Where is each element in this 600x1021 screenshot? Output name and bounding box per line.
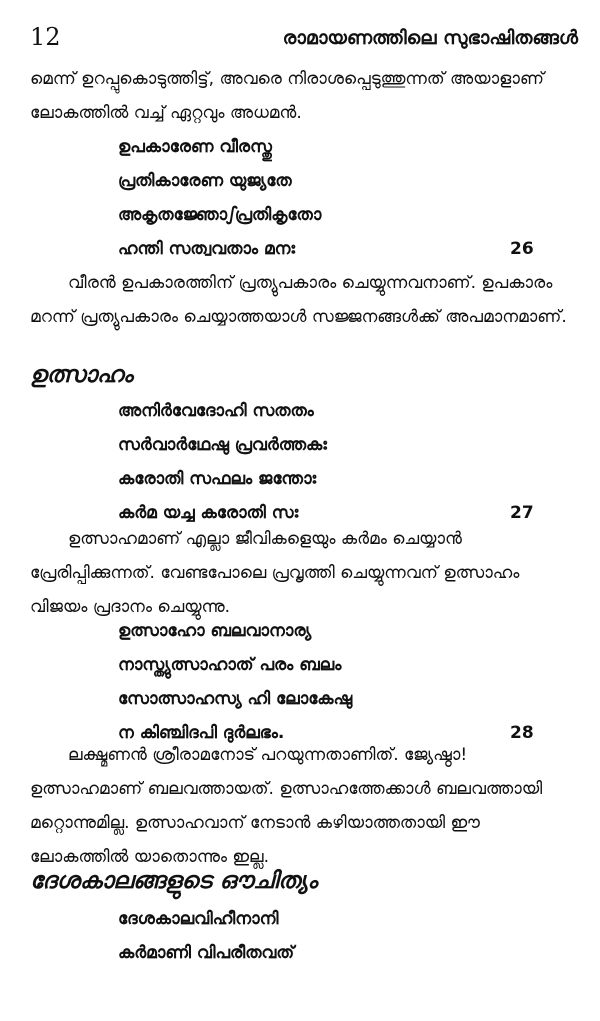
section-heading-utsaham: ഉത്സാഹം [30,362,133,388]
running-header-title: രാമായണത്തിലെ സുഭാഷിതങ്ങൾ [282,27,578,49]
meaning-paragraph-27: ഉത്സാഹമാണ് എല്ലാ ജീവികളെയും കർമം ചെയ്യാൻ പ്രേരിപ്പിക്കുന്നത്. വേണ്ടപോലെ പ്രവൃത്തി ചെയ്യുന്നവന് ഉത്സാഹം വിജയം പ്രദാനം ചെയ്യുന്നു. [30,529,520,617]
intro-paragraph: മെന്ന് ഉറപ്പുകൊടുത്തിട്ട്, അവരെ നിരാശപ്പെടുത്തുന്നത് അയാളാണ് ലോകത്തിൽ വച്ച് ഏറ്റവും അധമൻ. [30,69,544,123]
verse-27-line-2: സർവാർഥേഷു പ്രവർത്തകഃ [118,435,327,455]
meaning-paragraph-26: വീരൻ ഉപകാരത്തിന് പ്രത്യുപകാരം ചെയ്യുന്നവനാണ്. ഉപകാരം മറന്ന് പ്രത്യുപകാരം ചെയ്യാത്തയാൾ സജ്ജനങ്ങൾക്ക് അപമാനമാണ്. [30,273,567,327]
verse-28-line-4: ന കിഞ്ചിദപി ദുർലഭം. [118,723,285,743]
verse-26-line-1: ഉപകാരേണ വീരസ്തു [118,137,272,157]
verse-28-line-3: സോത്സാഹസ്യ ഹി ലോകേഷു [118,689,353,709]
verse-27-line-4: കർമ യച്ച കരോതി സഃ [118,503,299,523]
verse-number-28: 28 [510,723,534,743]
verse-number-27: 27 [510,503,534,523]
verse-26-line-4: ഹന്തി സത്വവതാം മനഃ [118,239,296,259]
meaning-paragraph-28: ലക്ഷ്മണൻ ശ്രീരാമനോട് പറയുന്നതാണിത്. ജ്യേഷ്ഠാ! ഉത്സാഹമാണ് ബലവത്തായത്. ഉത്സാഹത്തേക്കാൾ ബലവത്തായി മറ്റൊന്നുമില്ല. ഉത്സാഹവാന് നേടാൻ കഴിയാത്തതായി ഈ ലോകത്തിൽ യാതൊന്നും ഇല്ല. [30,745,543,867]
verse-27-line-3: കരോതി സഫലം ജന്തോഃ [118,469,317,489]
verse-26-line-2: പ്രതികാരേണ യുജ്യതേ [118,171,292,191]
verse-27-line-1: അനിർവേദോഹി സതതം [118,401,314,421]
section-heading-deshakalam: ദേശകാലങ്ങളുടെ ഔചിത്യം [30,868,318,894]
page-number: 12 [30,23,61,51]
verse-number-26: 26 [510,239,534,259]
verse-29-line-1: ദേശകാലവിഹീനാനി [118,909,279,929]
verse-28-line-1: ഉത്സാഹോ ബലവാനാര്യ [118,621,312,641]
verse-26-line-3: അകൃതജ്ഞോഽപ്രതികൃതോ [118,205,322,225]
verse-28-line-2: നാസ്ത്യുത്സാഹാത് പരം ബലം [118,655,342,675]
verse-29-line-2: കർമാണി വിപരീതവത് [118,943,295,963]
